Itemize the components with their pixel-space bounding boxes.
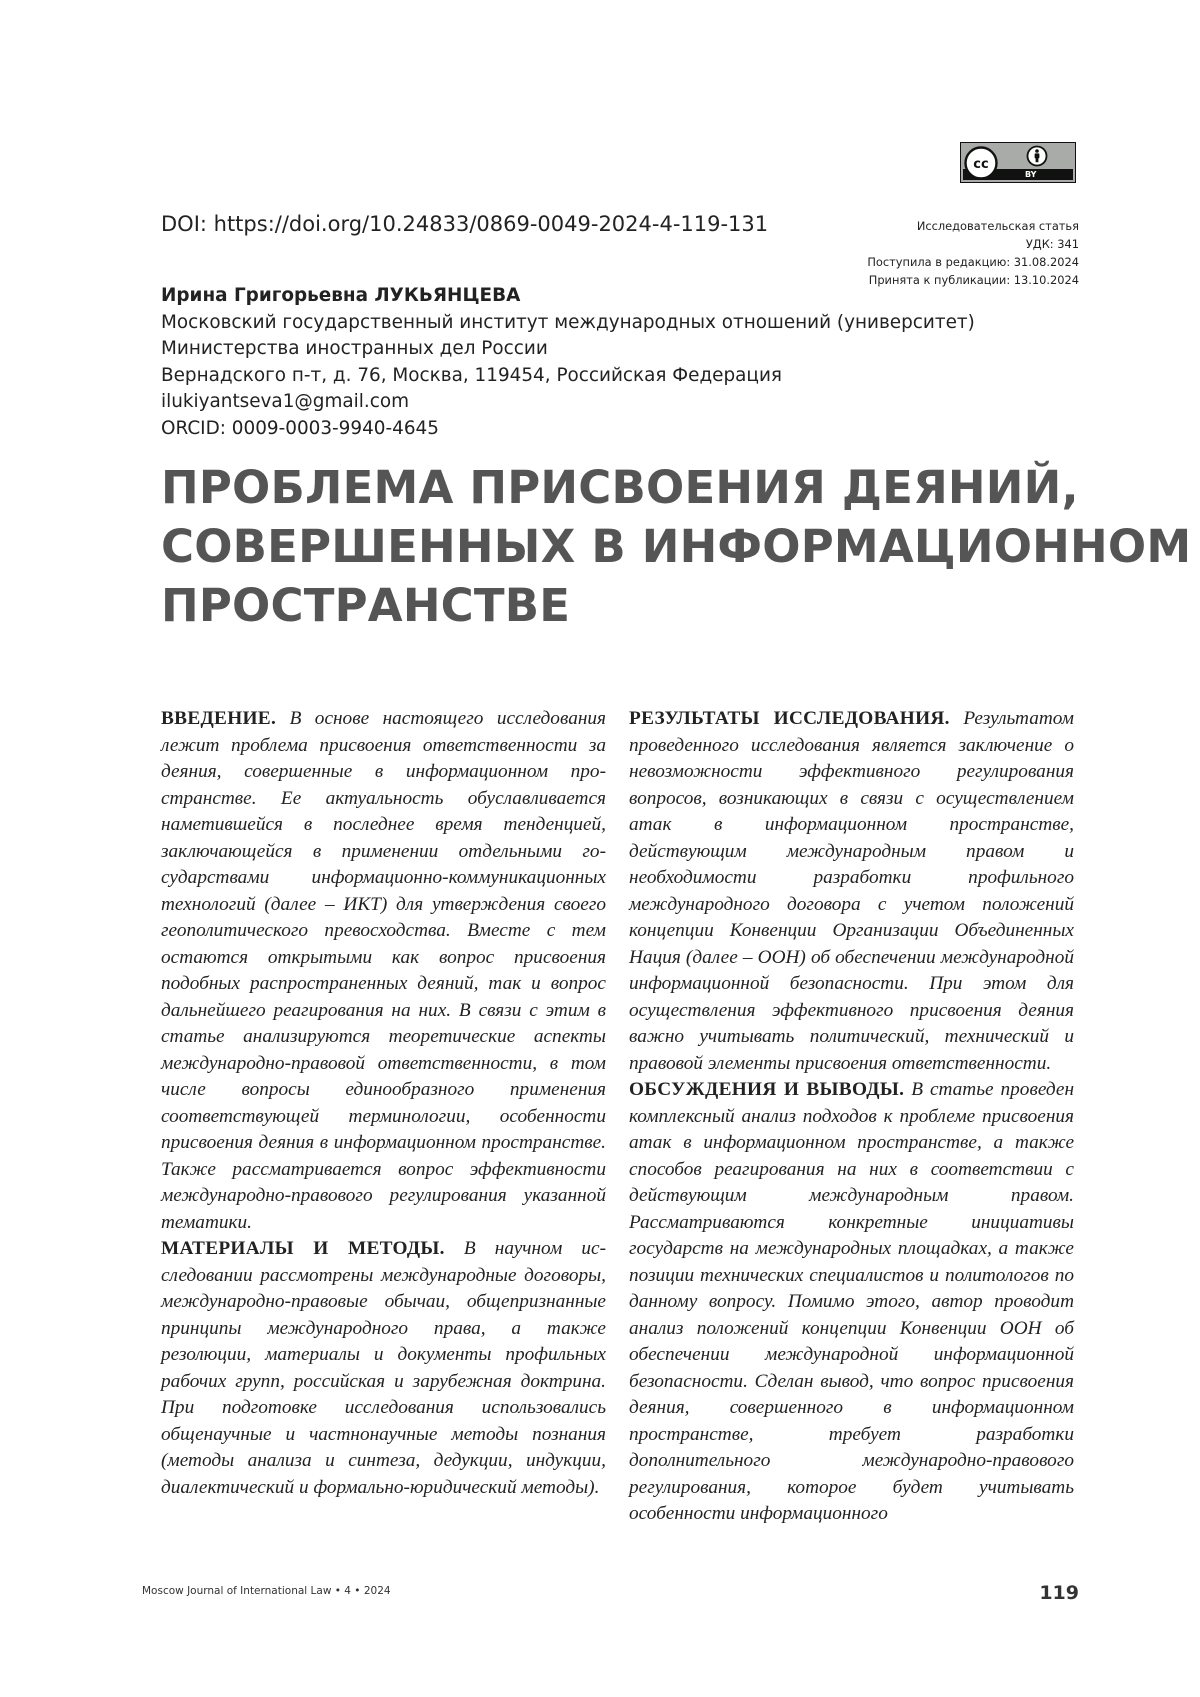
footer-journal-name: Moscow Journal of International Law • 4 • 2024 [142, 1585, 391, 1597]
cc-by-license-badge [960, 142, 1076, 183]
abstract-discussion [629, 1077, 1074, 1528]
author-affiliation-1: Московский государственный институт международных отношений (университет) [161, 310, 975, 337]
creative-commons-icon [964, 146, 998, 180]
title-line: СОВЕРШЕННЫХ В ИНФОРМАЦИОННОМ [161, 517, 1121, 576]
discussion-heading: ОБСУЖДЕНИЯ И ВЫВОДЫ. [629, 1079, 904, 1100]
author-name: Ирина Григорьевна ЛУКЬЯНЦЕВА [161, 283, 975, 310]
attribution-icon [1026, 145, 1048, 167]
doi-link[interactable]: DOI: https://doi.org/10.24833/0869-0049-2024-4-119-131 [161, 212, 768, 236]
abstract-right-column [629, 706, 1074, 1528]
article-title [161, 458, 1121, 635]
discussion-text: В статье про­веден комплексный анализ подходов к проблеме присвоения атак в информационном простран­стве, а также способов реагирования на них в соответствии с действующим международ­ным правом. Рассматриваются конкретные инициативы государств на международных площадках, а также позиции технических спе­циалистов и политологов по данному вопросу. Помимо этого, автор проводит анализ положе­ний концепции Конвенции ООН об обеспечении международной информационной безопасности. Сделан вывод, что вопрос присвоения деяния, со­вершенного в информационном пространстве, требует разработки дополнительного между­народно-правового регулирования, которое бу­дет учитывать особенности информационного [629, 1079, 1074, 1524]
abstract-materials [161, 1236, 606, 1501]
author-block [161, 283, 975, 442]
title-line: ПРОБЛЕМА ПРИСВОЕНИЯ ДЕЯНИЙ, [161, 458, 1121, 517]
introduction-text: В основе настоящего исследования лежит проблема присвоения ответственности за деяния, совершенные в информационном про­странстве. Ее актуальность обуславливается наметившейся в последнее время тенденцией, заключающейся в применении отдельными го­сударствами информационно-коммуникацион­ных технологий (далее – ИКТ) для утверждения своего геополитического превосходства. Вместе с тем остаются открытыми как вопрос при­своения подобных распространенных деяний, так и вопрос дальнейшего реагирования на них. В связи с этим в статье анализируются тео­ретические аспекты международно-правовой ответственности, в том числе вопросы еди­нообразного применения соответствующей терминологии, особенности присвоения деяния в информационном пространстве. Также рас­сматривается вопрос эффективности между­народно-правового регулирования указанной тематики. [161, 708, 606, 1233]
abstract-left-column [161, 706, 606, 1501]
results-heading: РЕЗУЛЬТАТЫ ИССЛЕДОВАНИЯ. [629, 708, 950, 729]
article-type: Исследовательская статья [867, 217, 1079, 235]
title-line: ПРОСТРАНСТВЕ [161, 576, 1121, 635]
author-affiliation-2: Министерства иностранных дел России [161, 336, 975, 363]
author-email[interactable]: ilukiyantseva1@gmail.com [161, 389, 975, 416]
by-label: BY [1025, 169, 1036, 180]
cc-label: cc [973, 157, 988, 172]
received-date: Поступила в редакцию: 31.08.2024 [867, 253, 1079, 271]
introduction-heading: ВВЕДЕНИЕ. [161, 708, 276, 729]
author-orcid[interactable]: ORCID: 0009-0003-9940-4645 [161, 416, 975, 443]
abstract-introduction [161, 706, 606, 1236]
materials-heading: МАТЕРИАЛЫ И МЕТОДЫ. [161, 1238, 445, 1259]
accepted-date: Принята к публикации: 13.10.2024 [867, 271, 1079, 289]
page-number: 119 [1039, 1582, 1079, 1604]
results-text: Резуль­татом проведенного исследования является заключение о невозможности эффективного регулирования вопросов, возникающих в связи с осуществлением атак в информационном про­странстве, действующим международным пра­вом и необходимости разработки профильного международного договора с учетом положений концепции Конвенции Организации Объединен­ных Нация (далее – ООН) об обеспечении между­народной информационной безопасности. При этом для осуществления эффективного присво­ения деяния важно учитывать политический, технический и правовой элементы присвоения ответственности. [629, 708, 1074, 1074]
udc-code: УДК: 341 [867, 235, 1079, 253]
materials-text: В научном ис­следовании рассмотрены международные до­говоры, международно-правовые обычаи, обще­признанные принципы международного права, а также резолюции, материалы и документы профильных рабочих групп, российская и за­рубежная доктрина. При подготовке исследо­вания использовались общенаучные и частно­научные методы познания (методы анализа и синтеза, дедукции, индукции, диалектический и формально-юридический методы). [161, 1238, 606, 1498]
abstract-results [629, 706, 1074, 1077]
author-address: Вернадского п-т, д. 76, Москва, 119454, Российская Федерация [161, 363, 975, 390]
article-meta [867, 217, 1079, 289]
